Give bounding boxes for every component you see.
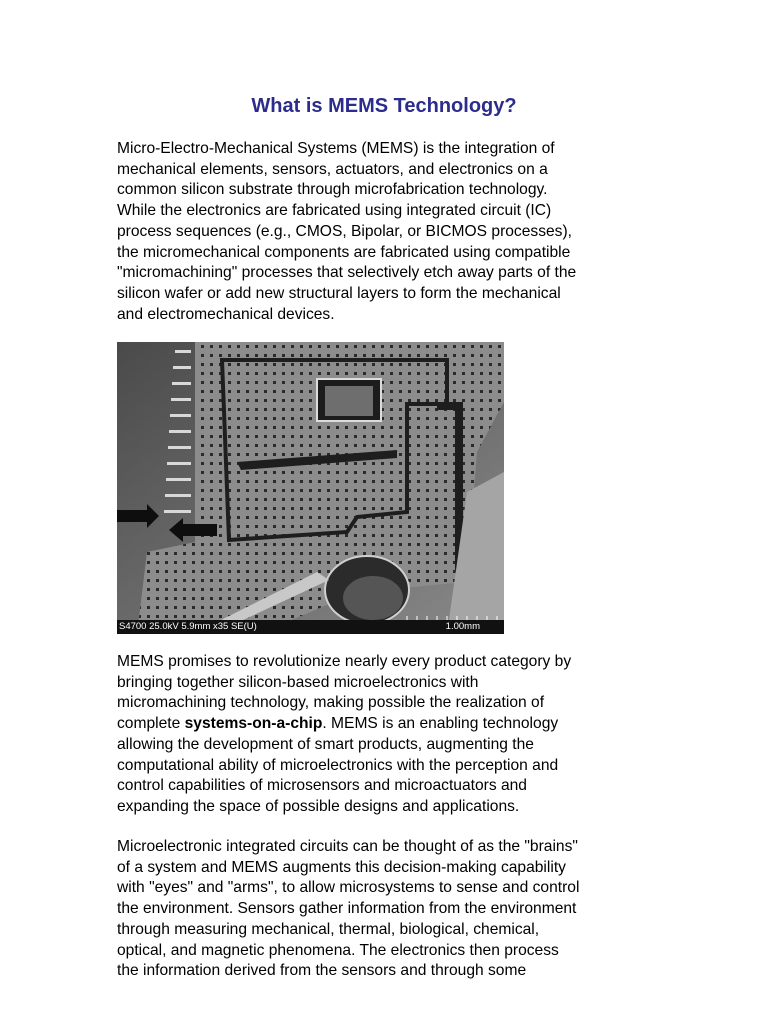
paragraph-intro: Micro-Electro-Mechanical Systems (MEMS) is the integration of mechanical elements, sensors, actuators, and electronics on a common silicon substrate through microfabrication technology. While the electronics are fabricated using integrated circuit (IC) process sequences (e.g., CMOS, Bipolar, or BICMOS processes), the micromechanical components are fabricated using compatible "micromachining" processes that selectively etch away parts of the silicon wafer or add new structural layers to form the mechanical and electromechanical devices. bbox=[117, 140, 577, 323]
systems-on-a-chip-emphasis: systems-on-a-chip bbox=[184, 715, 323, 733]
paragraph-promise bbox=[117, 652, 657, 818]
micrograph-settings-label: S4700 25.0kV 5.9mm x35 SE(U) bbox=[119, 621, 257, 632]
sem-micrograph-image bbox=[117, 342, 504, 634]
micrograph-scale-label: 1.00mm bbox=[445, 621, 480, 632]
page-title: What is MEMS Technology? bbox=[251, 95, 517, 117]
micrograph-info-bar bbox=[117, 620, 504, 634]
paragraph-promise-text-a: MEMS promises to revolutionize nearly every product category by bringing together silicon-based microelectronics with micromachining technology, making possible the realization of complete bbox=[117, 653, 572, 733]
mems-structure-drawing bbox=[117, 342, 504, 634]
paragraph-promise-text-b: . MEMS is an enabling technology allowing the development of smart products, augmenting the computational ability of microelectronics with the perception and control capabilities of microsensors and microactuators and expanding the space of possible designs and applications. bbox=[117, 715, 559, 815]
paragraph-brains: Microelectronic integrated circuits can be thought of as the "brains" of a system and MEMS augments this decision-making capability with "eyes" and "arms", to allow microsystems to sense and control the environment. Sensors gather information from the environment through measuring mechanical, thermal, biological, chemical, optical, and magnetic phenomena. The electronics then process the information derived from the sensors and through some bbox=[117, 838, 580, 980]
